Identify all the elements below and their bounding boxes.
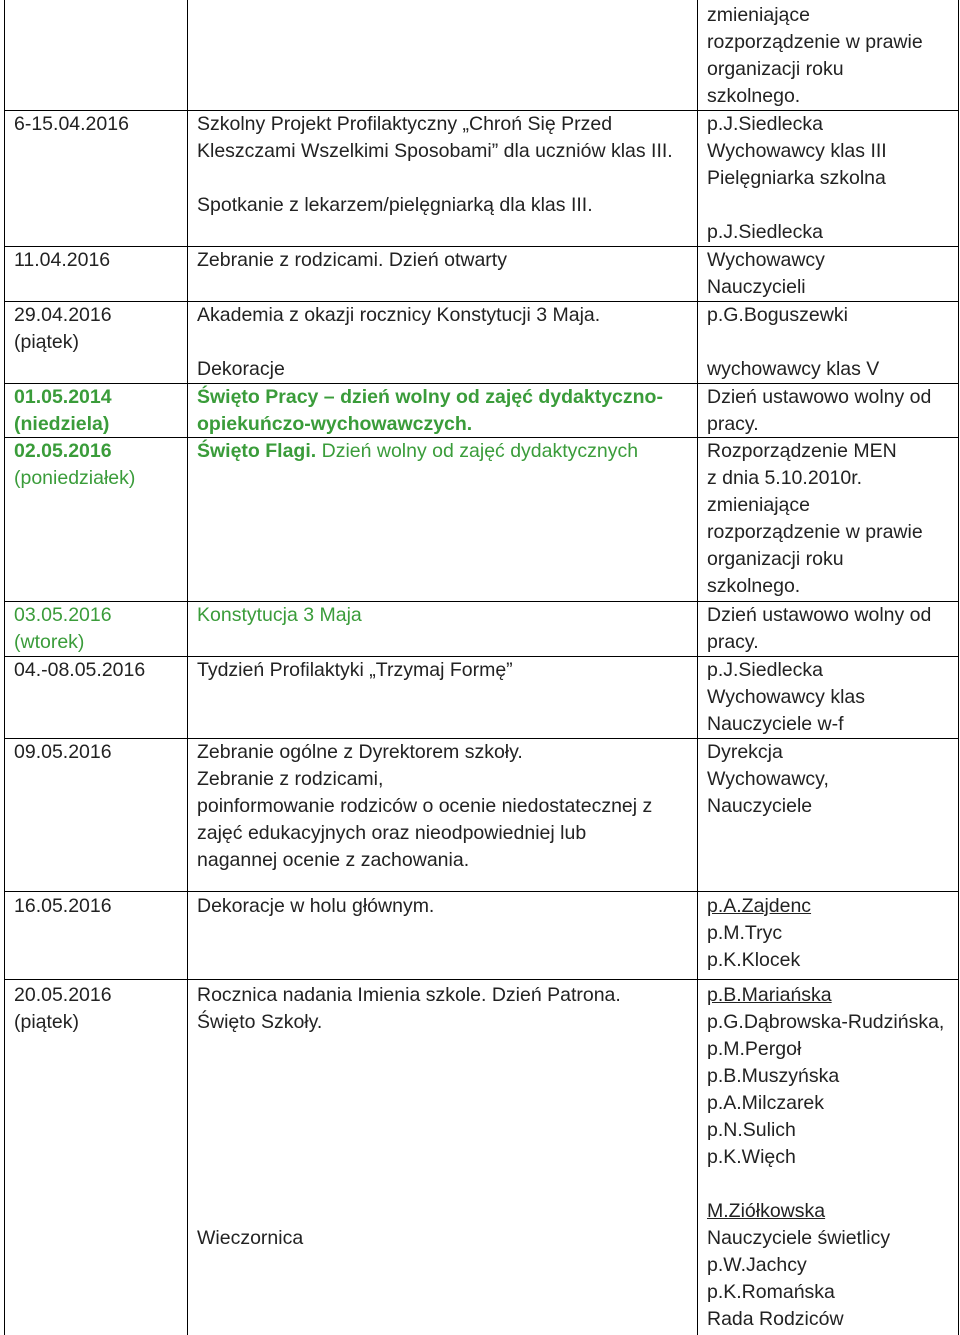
text-line: p.J.Siedlecka xyxy=(707,221,823,243)
text-line: Nauczycieli xyxy=(707,276,806,298)
date-cell xyxy=(14,438,135,492)
responsible-cell xyxy=(707,247,825,301)
event-cell xyxy=(197,111,673,219)
date-cell xyxy=(14,302,112,356)
text-line: Nauczyciele xyxy=(707,795,813,817)
text-line: pracy. xyxy=(707,631,759,653)
text-line: Święto Szkoły. xyxy=(197,1011,323,1033)
date-text: 01.05.2014 xyxy=(14,386,112,408)
row-divider xyxy=(4,979,959,980)
text-line: p.K.Romańska xyxy=(707,1281,835,1303)
day-text: (niedziela) xyxy=(14,413,110,435)
text-line: Święto Pracy – dzień wolny od zajęć dydaktyczno- xyxy=(197,386,663,408)
text-line: p.M.Pergoł xyxy=(707,1038,802,1060)
date-text: 02.05.2016 xyxy=(14,440,112,462)
date-cell xyxy=(14,982,112,1036)
date-cell xyxy=(14,384,112,438)
text-line: rozporządzenie w prawie xyxy=(707,31,923,53)
day-text: (piątek) xyxy=(14,331,80,353)
text-line: zmieniające xyxy=(707,4,810,26)
responsible-cell xyxy=(707,893,811,974)
text-line: p.K.Więch xyxy=(707,1146,796,1168)
responsible-cell xyxy=(707,657,865,738)
row-divider xyxy=(4,891,959,892)
text-line: p.A.Zajdenc xyxy=(707,895,812,917)
text-line: p.A.Milczarek xyxy=(707,1092,825,1114)
event-cell: Dekoracje w holu głównym. xyxy=(197,895,435,917)
event-cell: Konstytucja 3 Maja xyxy=(197,604,362,626)
event-cell xyxy=(197,438,638,465)
text-line: Spotkanie z lekarzem/pielęgniarką dla klas III. xyxy=(197,194,593,216)
event-cell-evening: Wieczornica xyxy=(197,1227,304,1249)
date-cell xyxy=(14,602,112,656)
event-text: Dzień wolny od zajęć dydaktycznych xyxy=(321,440,639,462)
text-line: Wychowawcy xyxy=(707,249,825,271)
text-line: Wychowawcy, xyxy=(707,768,829,790)
text-line: p.G.Boguszewki xyxy=(707,304,848,326)
responsible-cell xyxy=(707,982,944,1171)
event-text: Dzień otwarty xyxy=(388,249,507,271)
text-line: p.B.Muszyńska xyxy=(707,1065,840,1087)
responsible-cell xyxy=(707,384,931,438)
date-cell: 11.04.2016 xyxy=(14,249,111,271)
date-text: 29.04.2016 xyxy=(14,304,112,326)
text-line: Nauczyciele świetlicy xyxy=(707,1227,891,1249)
text-line: rozporządzenie w prawie xyxy=(707,521,923,543)
text-line: p.J.Siedlecka xyxy=(707,113,823,135)
responsible-cell xyxy=(707,739,829,820)
responsible-cell xyxy=(707,302,879,383)
text-line: wychowawcy klas V xyxy=(707,358,880,380)
event-text: Święto Flagi. xyxy=(197,440,317,462)
date-cell: 04.-08.05.2016 xyxy=(14,659,146,681)
table-border-left xyxy=(4,0,5,1335)
text-line: organizacji roku xyxy=(707,58,844,80)
event-cell xyxy=(197,739,652,874)
date-cell: 6-15.04.2016 xyxy=(14,113,129,135)
text-line: Zebranie z rodzicami, xyxy=(197,768,384,790)
text-line: Dekoracje xyxy=(197,358,285,380)
date-cell: 16.05.2016 xyxy=(14,895,112,917)
day-text: (wtorek) xyxy=(14,631,85,653)
responsible-cell xyxy=(707,438,923,600)
event-cell xyxy=(197,302,600,383)
text-line: p.M.Tryc xyxy=(707,922,783,944)
column-divider-2 xyxy=(697,0,698,1335)
text-line: Wychowawcy klas xyxy=(707,686,866,708)
date-text: 20.05.2016 xyxy=(14,984,112,1006)
text-line: p.N.Sulich xyxy=(707,1119,796,1141)
text-line: Zebranie ogólne z Dyrektorem szkoły. xyxy=(197,741,523,763)
text-line: szkolnego. xyxy=(707,85,801,107)
responsible-cell xyxy=(707,602,931,656)
text-line: Dzień ustawowo wolny od xyxy=(707,386,932,408)
text-line: Rozporządzenie MEN xyxy=(707,440,897,462)
text-line: szkolnego. xyxy=(707,575,801,597)
text-line: p.B.Mariańska xyxy=(707,984,832,1006)
day-text: (piątek) xyxy=(14,1011,80,1033)
text-line: Rada Rodziców xyxy=(707,1308,844,1330)
event-cell: Tydzień Profilaktyki „Trzymaj Formę” xyxy=(197,659,513,681)
text-line: z dnia 5.10.2010r. xyxy=(707,467,863,489)
text-line: pracy. xyxy=(707,413,759,435)
responsible-cell xyxy=(707,2,923,110)
text-line: Nauczyciele w-f xyxy=(707,713,844,735)
text-line: p.K.Klocek xyxy=(707,949,801,971)
event-text: Zebranie z rodzicami. xyxy=(197,249,384,271)
text-line: opiekuńczo-wychowawczych. xyxy=(197,413,473,435)
text-line: M.Ziółkowska xyxy=(707,1200,826,1222)
text-line: p.W.Jachcy xyxy=(707,1254,807,1276)
text-line: Szkolny Projekt Profilaktyczny „Chroń Się Przed xyxy=(197,113,613,135)
text-line: organizacji roku xyxy=(707,548,844,570)
text-line: Kleszczami Wszelkimi Sposobami” dla uczniów klas III. xyxy=(197,140,673,162)
text-line: Rocznica nadania Imienia szkole. Dzień Patrona. xyxy=(197,984,621,1006)
date-text: 03.05.2016 xyxy=(14,604,112,626)
text-line: Wychowawcy klas III xyxy=(707,140,887,162)
text-line: poinformowanie rodziców o ocenie niedostatecznej z xyxy=(197,795,653,817)
column-divider-1 xyxy=(187,0,188,1335)
text-line: Akademia z okazji rocznicy Konstytucji 3 Maja. xyxy=(197,304,601,326)
text-line: Dzień ustawowo wolny od xyxy=(707,604,932,626)
day-text: (poniedziałek) xyxy=(14,467,136,489)
text-line: Pielęgniarka szkolna xyxy=(707,167,886,189)
text-line: p.G.Dąbrowska-Rudzińska, xyxy=(707,1011,945,1033)
text-line: nagannej ocenie z zachowania. xyxy=(197,849,470,871)
text-line: p.J.Siedlecka xyxy=(707,659,823,681)
text-line: zmieniające xyxy=(707,494,810,516)
event-cell xyxy=(197,982,621,1036)
text-line: Dyrekcja xyxy=(707,741,783,763)
date-cell: 09.05.2016 xyxy=(14,741,112,763)
event-cell xyxy=(197,384,663,438)
responsible-cell-evening xyxy=(707,1198,890,1333)
responsible-cell xyxy=(707,111,887,246)
text-line: zajęć edukacyjnych oraz nieodpowiedniej lub xyxy=(197,822,587,844)
event-cell xyxy=(197,247,507,274)
table-border-right xyxy=(958,0,959,1335)
